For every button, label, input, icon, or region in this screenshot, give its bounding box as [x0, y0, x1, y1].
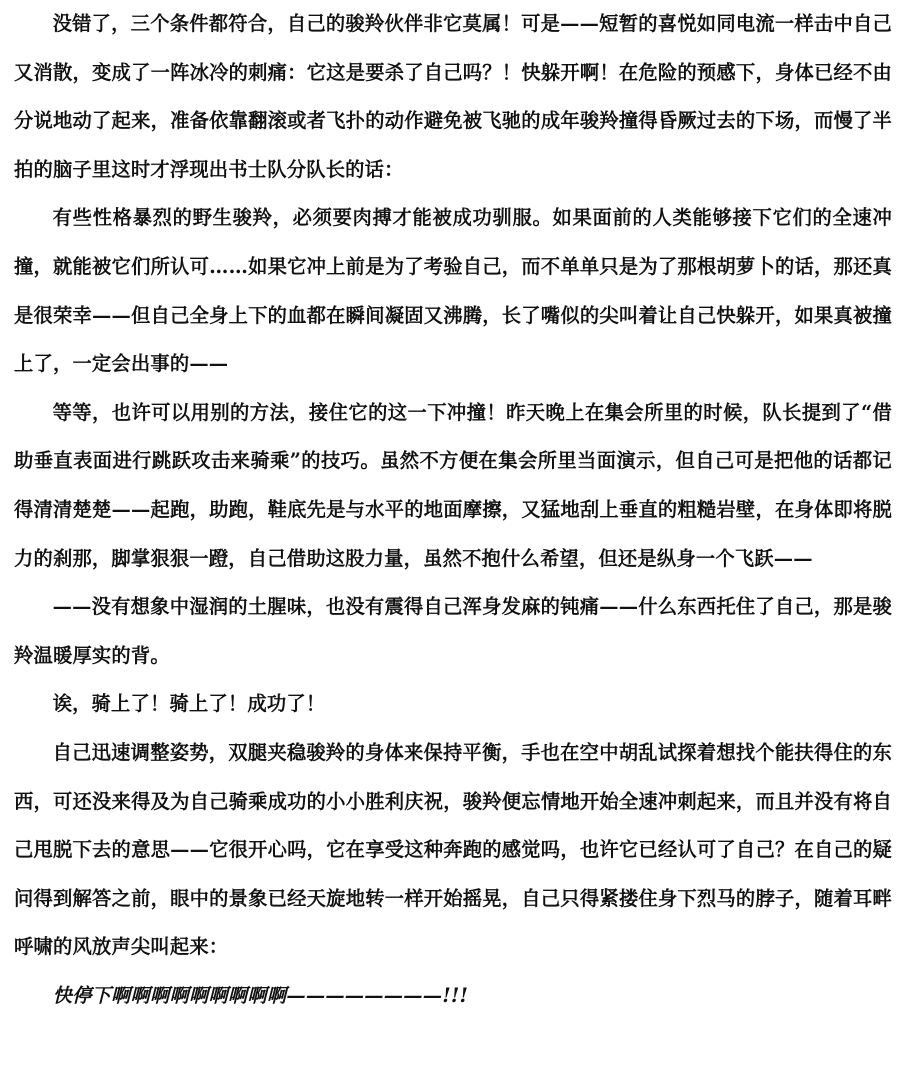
document-page: [14, 0, 892, 1020]
paragraph-5: 诶，骑上了！骑上了！成功了！: [52, 692, 326, 716]
paragraph-7: 快停下啊啊啊啊啊啊啊啊啊————————!!!: [52, 983, 469, 1007]
paragraph-3: 等等，也许可以用别的方法，接住它的这一下冲撞！昨天晚上在集会所里的时候，队长提到了“借助垂直表面进行跳跃攻击来骑乘”的技巧。虽然不方便在集会所里当面演示，但自己可是把他的话都记得清清楚楚——起跑，助跑，鞋底先是与水平的地面摩擦，又猛地刮上垂直的粗糙岩壁，在身体即将脱力的刹那，脚掌狠狠一蹬，自己借助这股力量，虽然不抱什么希望，但还是纵身一个飞跃——: [14, 400, 892, 570]
paragraph-6: 自己迅速调整姿势，双腿夹稳骏羚的身体来保持平衡，手也在空中胡乱试探着想找个能扶得住的东西，可还没来得及为自己骑乘成功的小小胜利庆祝，骏羚便忘情地开始全速冲刺起来，而且并没有将自己甩脱下去的意思——它很开心吗，它在享受这种奔跑的感觉吗，也许它已经认可了自己？在自己的疑问得到解答之前，眼中的景象已经天旋地转一样开始摇晃，自己只得紧搂住身下烈马的脖子，随着耳畔呼啸的风放声尖叫起来：: [14, 740, 892, 959]
paragraph-1: 没错了，三个条件都符合，自己的骏羚伙伴非它莫属！可是——短暂的喜悦如同电流一样击中自己又消散，变成了一阵冰冷的刺痛：它这是要杀了自己吗？！快躲开啊！在危险的预感下，身体已经不由分说地动了起来，准备依靠翻滚或者飞扑的动作避免被飞驰的成年骏羚撞得昏厥过去的下场，而慢了半拍的脑子里这时才浮现出书士队分队长的话：: [14, 12, 892, 181]
paragraph-2: 有些性格暴烈的野生骏羚，必须要肉搏才能被成功驯服。如果面前的人类能够接下它们的全速冲撞，就能被它们所认可……如果它冲上前是为了考验自己，而不单单只是为了那根胡萝卜的话，那还真是很荣幸——但自己全身上下的血都在瞬间凝固又沸腾，长了嘴似的尖叫着让自己快躲开，如果真被撞上了，一定会出事的——: [14, 206, 892, 376]
paragraph-4: ——没有想象中湿润的土腥味，也没有震得自己浑身发麻的钝痛——什么东西托住了自己，那是骏羚温暖厚实的背。: [14, 595, 892, 667]
